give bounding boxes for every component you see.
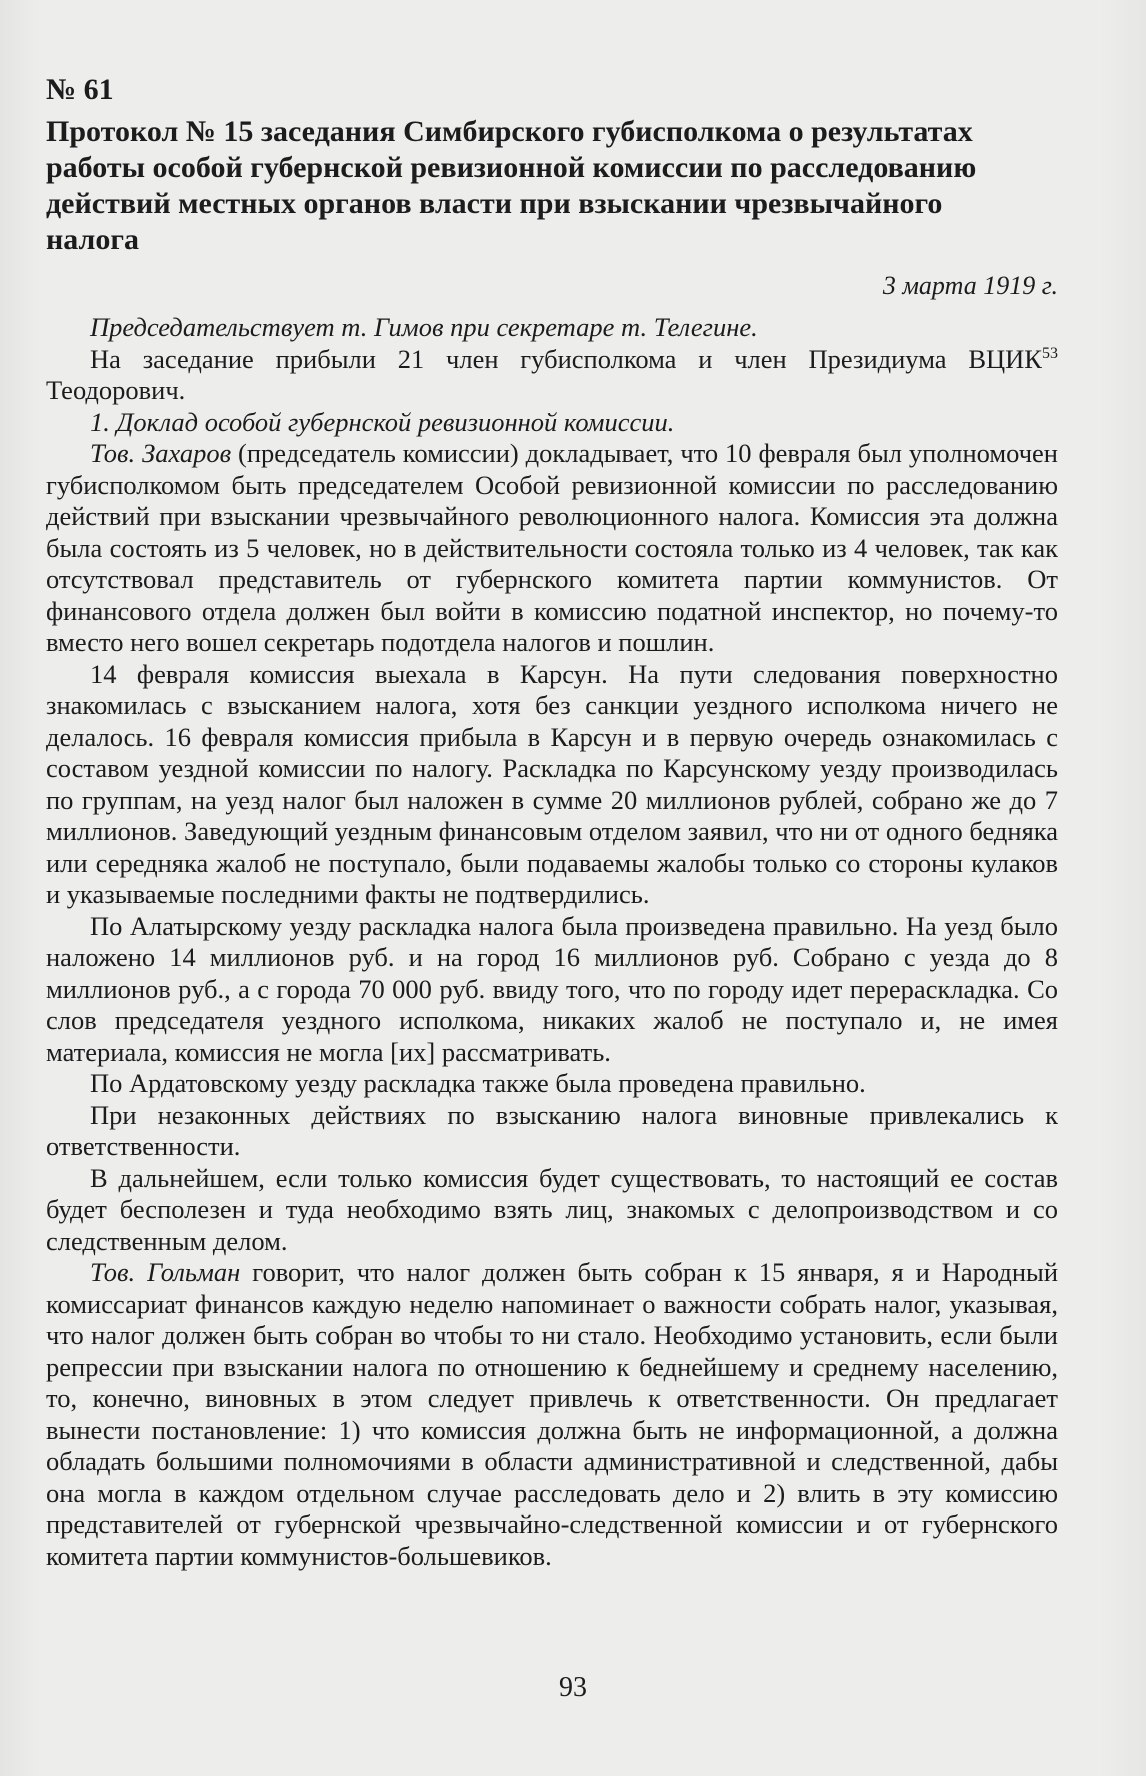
agenda-item: 1. Доклад особой губернской ревизионной комиссии. xyxy=(90,406,675,437)
attendance-text: На заседание прибыли 21 член губисполкома и член Президиума ВЦИК xyxy=(90,343,1042,374)
speaker-name: Тов. Захаров xyxy=(90,438,232,468)
paragraph-text: говорит, что налог должен быть собран к 15 января, я и Народный комиссариат финансов каждую неделю напоминает о важности собрать налог, указывая, что налог должен быть собран во чтобы то ни стало. Необходимо установить, если были репрессии при взыскании налога по отношению к беднейшему и среднему населению, то, конечно, виновных в этом следует привлечь к ответственности. Он предлагает вынести постановление: 1) что комиссия должна быть не информационной, а должна обладать большими полномочиями в области административной и следственной, дабы она могла в каждом отдельном случае расследовать дело и 2) влить в эту комиссию представителей от губернской чрезвычайно-следственной комиссии и от губернского комитета партии коммунистов-большевиков. xyxy=(46,1257,1059,1571)
document-date: 3 марта 1919 г. xyxy=(882,271,1058,300)
attendance-paragraph xyxy=(46,344,1058,407)
document-number: № 61 xyxy=(46,73,114,106)
paragraph-responsibility: При незаконных действиях по взысканию налога виновные привлекались к ответственности. xyxy=(46,1099,1058,1161)
paragraph-future: В дальнейшем, если только комиссия будет существовать, то настоящий ее состав будет бесполезен и туда необходимо взять лиц, знакомых с делопроизводством и со следственным делом. xyxy=(46,1162,1058,1256)
paragraph-golman xyxy=(46,1257,1058,1572)
paragraph-zakharov xyxy=(46,438,1058,659)
paragraph-text: (председатель комиссии) докладывает, что 10 февраля был уполномочен губисполкомом быть председателем Особой ревизионной комиссии по расследованию действий при взыскании чрезвычайного революционного налога. Комиссия эта должна была состоять из 5 человек, но в действительности состояла только из 4 человек, так как отсутствовал представитель от губернского комитета партии коммунистов. От финансового отдела должен был войти в комиссию податной инспектор, но почему-то вместо него вошел секретарь подотдела налогов и пошлин. xyxy=(46,438,1058,657)
document-title: Протокол № 15 заседания Симбирского губисполкома о результатах работы особой губернской ревизионной комиссии по расследованию действий местных органов власти при взыскании чрезвычайного налога xyxy=(46,115,977,256)
paragraph-ardatov: По Ардатовскому уезду раскладка также была проведена правильно. xyxy=(90,1068,866,1098)
page-number: 93 xyxy=(559,1672,587,1703)
page-content xyxy=(46,72,1058,1572)
speaker-name: Тов. Гольман xyxy=(90,1257,241,1287)
paragraph-alatyr: По Алатырскому уезду раскладка налога была произведена правильно. На уезд было наложено 14 миллионов руб. и на город 16 миллионов руб. Собрано с уезда до 8 миллионов руб., а с города 70 000 руб. ввиду того, что по городу идет перераскладка. Со слов председателя уездного исполкома, никаких жалоб не поступало и, не имея материала, комиссия не могла [их] рассматривать. xyxy=(46,910,1058,1067)
footnote-marker: 53 xyxy=(1042,344,1058,362)
chair-line: Председательствует т. Гимов при секретаре т. Телегине. xyxy=(90,312,758,342)
paragraph-karsun: 14 февраля комиссия выехала в Карсун. На пути следования поверхностно знакомилась с взысканием налога, хотя без санкции уездного исполкома ничего не делалось. 16 февраля комиссия прибыла в Карсун и в первую очередь ознакомилась с составом уездной комиссии по налогу. Раскладка по Карсунскому уезду производилась по группам, на уезд налог был наложен в сумме 20 миллионов рублей, собрано же до 7 миллионов. Заведующий уездным финансовым отделом заявил, что ни от одного бедняка или середняка жалоб не поступало, были подаваемы жалобы только со стороны кулаков и указываемые последними факты не подтвердились. xyxy=(46,658,1058,909)
attendance-name: Теодорович. xyxy=(46,375,186,405)
